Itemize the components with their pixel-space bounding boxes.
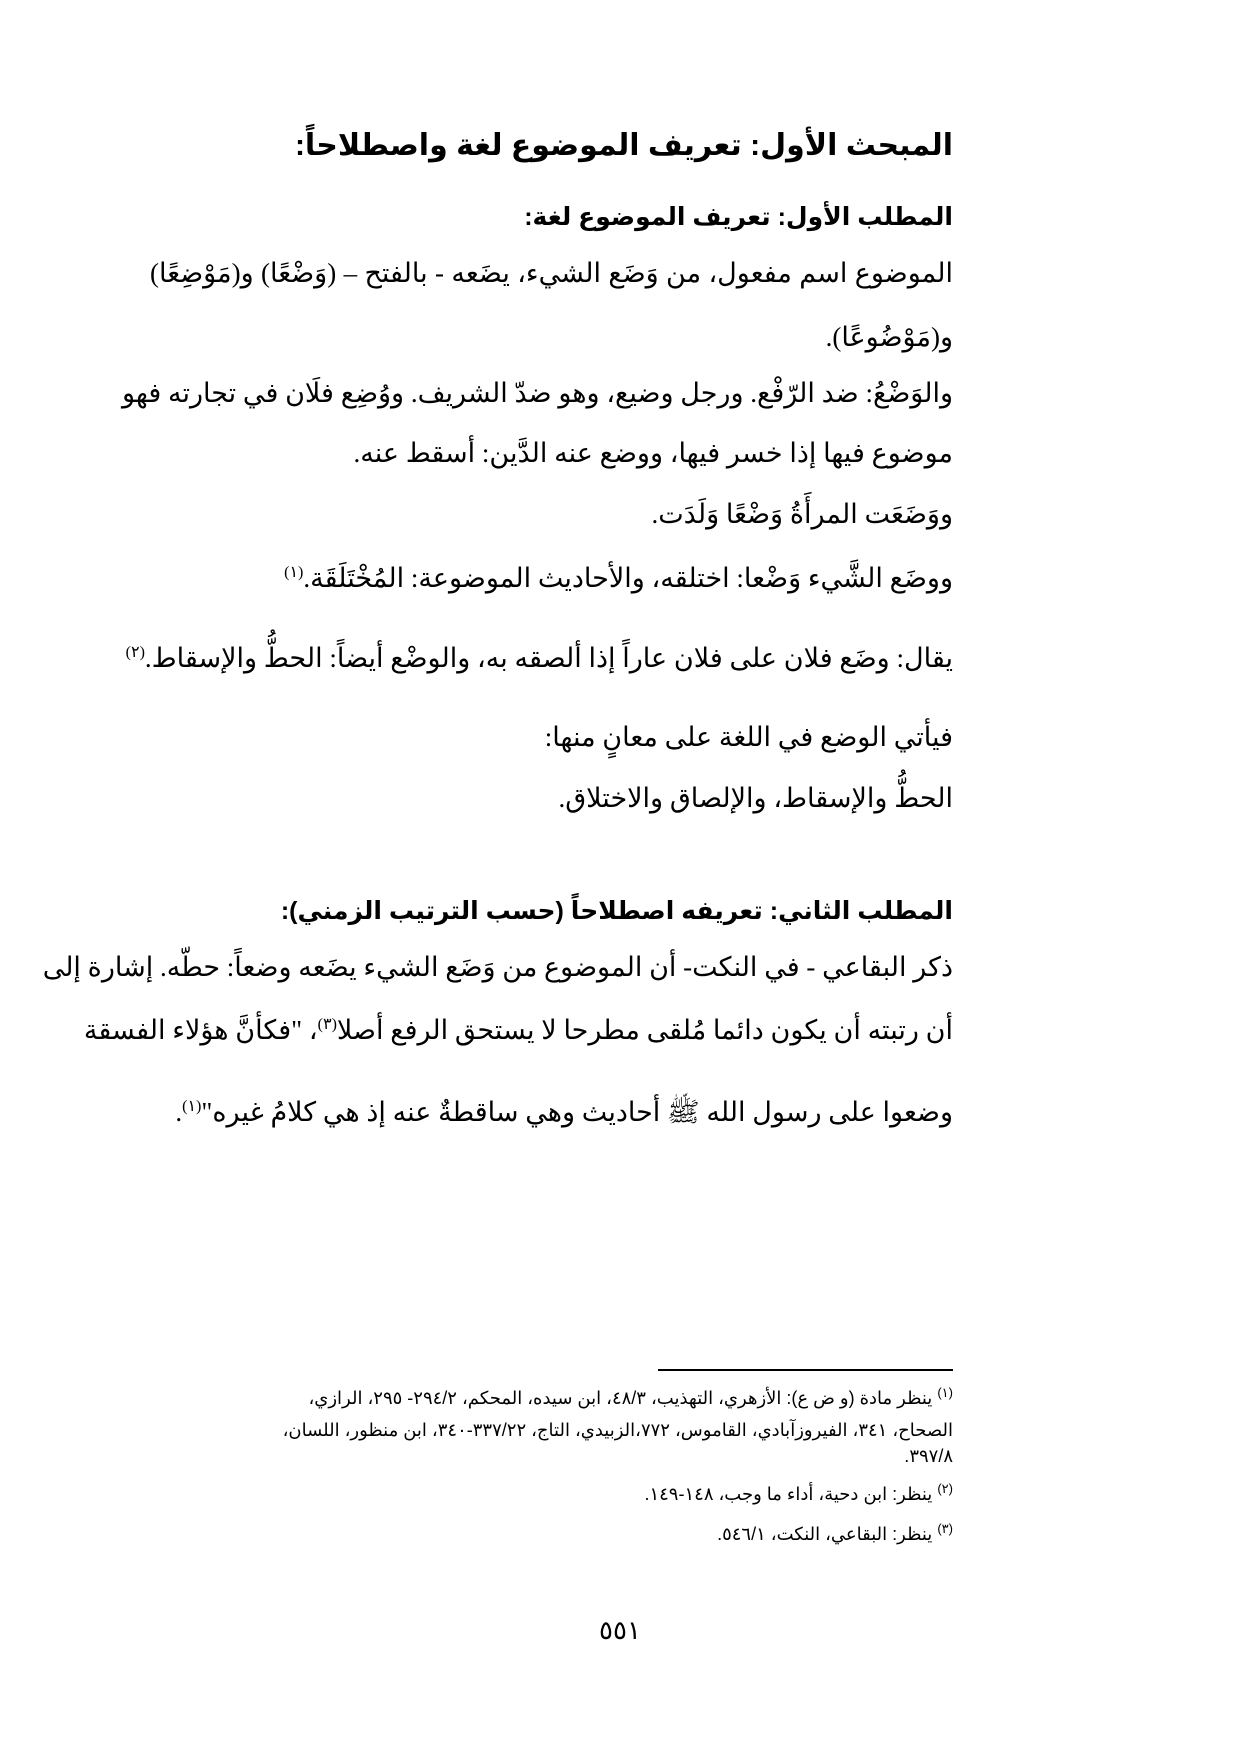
paragraph-8-line-2 <box>83 1015 953 1046</box>
paragraph-4 <box>150 563 953 594</box>
paragraph-1-line-1: الموضوع اسم مفعول، من وَضَع الشيء، يضَعه - بالفتح – (وَضْعًا) و(مَوْضِعًا) <box>150 258 953 288</box>
paragraph-8-line-2-text-b: ، "فكأنَّ هؤلاء الفسقة <box>83 1015 318 1045</box>
footnote-3 <box>150 1521 953 1545</box>
paragraph-3: ووَضَعَت المرأَةُ وَضْعًا وَلَدَت. <box>651 499 953 529</box>
chapter-heading: المبحث الأول: تعريف الموضوع لغة واصطلاحاً: <box>294 129 953 162</box>
footnote-ref-1b[interactable]: (١) <box>182 1098 202 1115</box>
footnote-1-line-3: ٣٩٧/٨. <box>904 1446 953 1466</box>
section-2-title: المطلب الثاني: تعريفه اصطلاحاً (حسب الترتيب الزمني): <box>280 897 953 925</box>
footnote-2-text: ينظر: ابن دحية، أداء ما وجب، ١٤٨-١٤٩. <box>644 1484 933 1504</box>
paragraph-7: الحطُّ والإسقاط، والإلصاق والاختلاق. <box>558 783 953 813</box>
paragraph-8-line-1: ذكر البقاعي - في النكت- أن الموضوع من وَضَع الشيء يضَعه وضعاً: حطّه. إشارة إلى <box>42 952 953 982</box>
paragraph-1-line-2: و(مَوْضُوعًا). <box>825 322 953 352</box>
paragraph-8-line-2-text-a: أن رتبته أن يكون دائما مُلقى مطرحا لا يستحق الرفع أصلا <box>336 1015 953 1045</box>
paragraph-5-text: يقال: وضَع فلان على فلان عاراً إذا ألصقه به، والوضْع أيضاً: الحطُّ والإسقاط. <box>144 643 953 673</box>
paragraph-2-line-1: والوَضْعُ: ضد الرّفْع. ورجل وضيع، وهو ضدّ الشريف. ووُضِع فلَان في تجارته فهو <box>121 378 953 408</box>
paragraph-4-text: ووضَع الشَّيء وَضْعا: اختلقه، والأحاديث الموضوعة: المُخْتَلَقَة. <box>303 563 953 593</box>
footnote-divider <box>658 1369 953 1371</box>
footnote-ref-2[interactable]: (٢) <box>125 644 145 661</box>
footnote-1-mark: (١) <box>937 1385 953 1400</box>
page-number: ٥٥١ <box>599 1616 641 1645</box>
footnote-ref-3[interactable]: (٣) <box>317 1016 337 1033</box>
paragraph-8-line-3-text-b: . <box>175 1097 183 1127</box>
footnote-1-text-1: ينظر مادة (و ض ع): الأزهري، التهذيب، ٤٨/٣، ابن سيده، المحكم، ٢٩٤/٢- ٢٩٥، الرازي، <box>308 1388 933 1408</box>
footnote-ref-1[interactable]: (١) <box>284 564 304 581</box>
footnote-3-mark: (٣) <box>937 1521 953 1536</box>
paragraph-2-line-2: موضوع فيها إذا خسر فيها، ووضع عنه الدَّين: أسقط عنه. <box>353 438 953 468</box>
section-1-title: المطلب الأول: تعريف الموضوع لغة: <box>524 203 953 231</box>
paragraph-8-line-3 <box>150 1095 953 1135</box>
footnote-2-mark: (٢) <box>937 1481 953 1496</box>
footnote-1-line-2: الصحاح، ٣٤١، الفيروزآبادي، القاموس، ٧٧٢،الزبيدي، التاج، ٣٣٧/٢٢-٣٤٠، ابن منظور، اللسان، <box>282 1420 953 1440</box>
footnote-2 <box>150 1481 953 1505</box>
paragraph-5 <box>125 643 953 674</box>
footnote-3-text: ينظر: البقاعي، النكت، ٥٤٦/١. <box>717 1524 933 1544</box>
paragraph-6: فيأتي الوضع في اللغة على معانٍ منها: <box>544 722 953 752</box>
footnote-1-line-1 <box>150 1385 953 1409</box>
paragraph-8-line-3-text-a: وضعوا على رسول الله ﷺ أحاديث وهي ساقطةٌ عنه إذ هي كلامُ غيره" <box>201 1097 953 1127</box>
